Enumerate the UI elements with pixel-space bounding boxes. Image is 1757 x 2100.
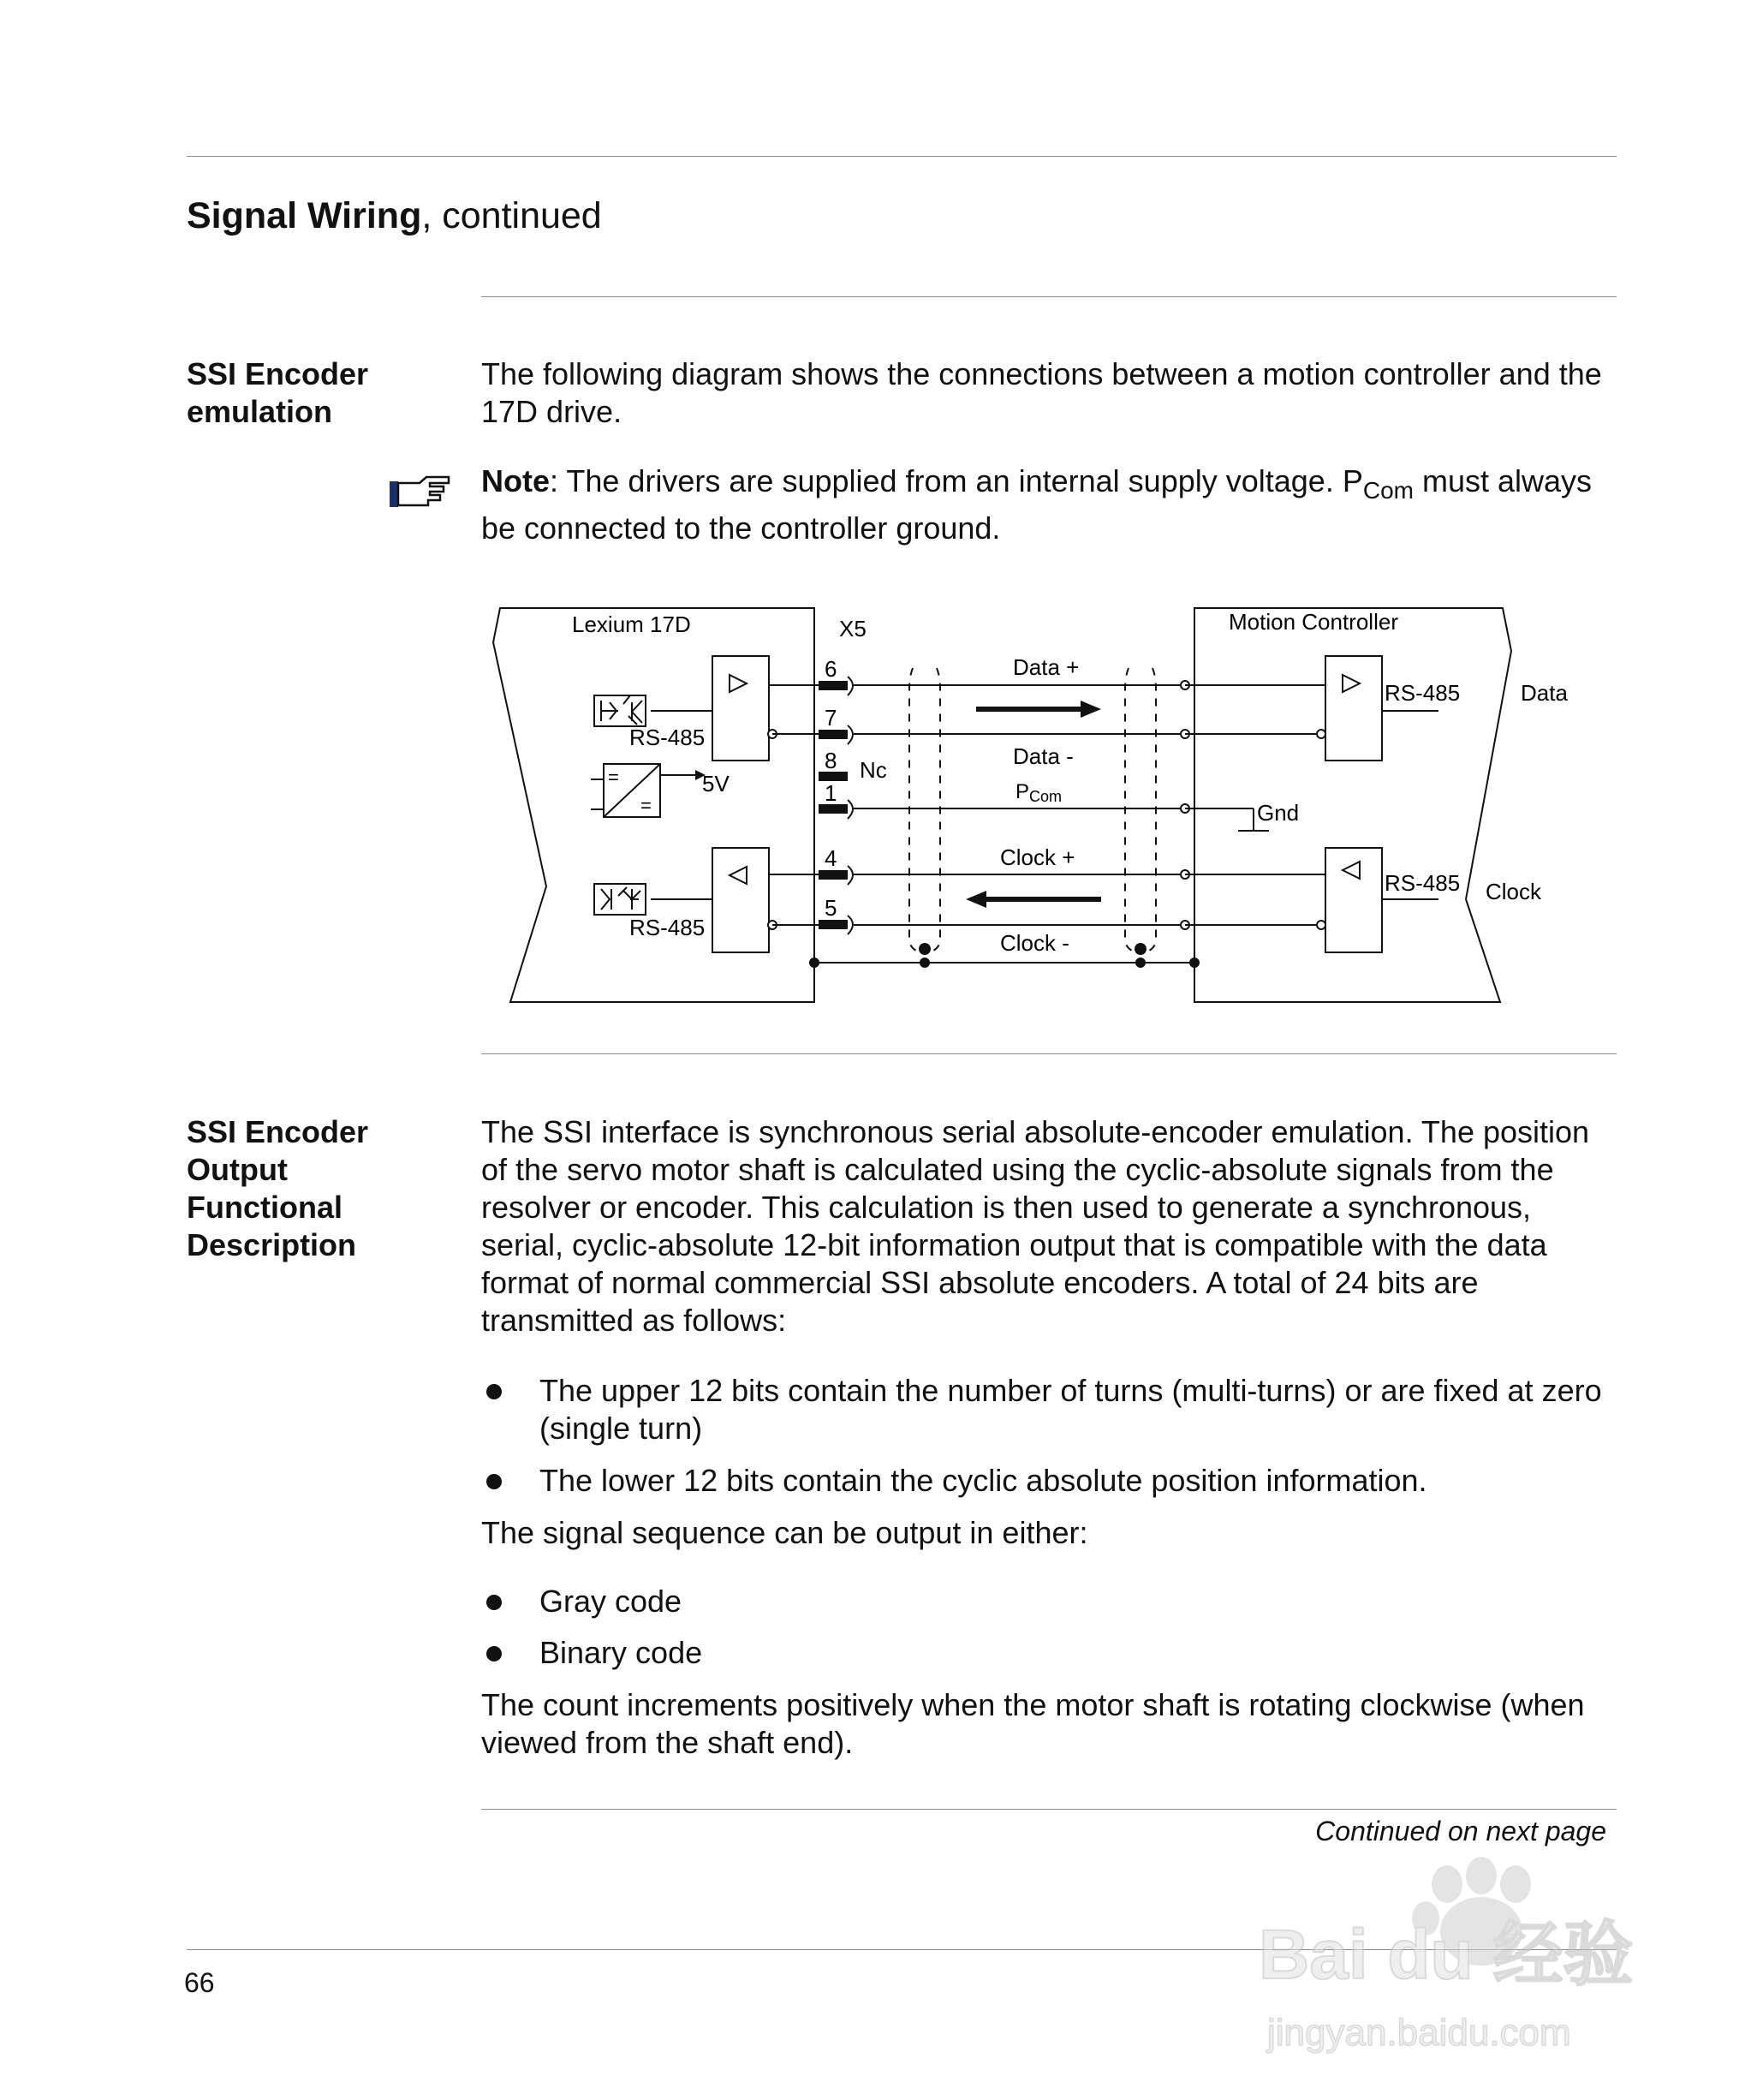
clock-side-label: Clock (1486, 879, 1542, 904)
note-hand-icon (387, 473, 452, 516)
clock-plus-label: Clock + (1000, 844, 1075, 870)
section1-intro: The following diagram shows the connections between a motion controller and the 17D drive. (481, 356, 1602, 429)
receiver-top-right (1325, 656, 1382, 761)
optocoupler-top-icon (594, 695, 646, 726)
note-subscript: Com (1362, 477, 1414, 504)
svg-text:5V: 5V (702, 771, 730, 796)
bottom-rule (481, 1809, 1617, 1810)
clock-minus-label: Clock - (1000, 930, 1069, 956)
page-title: Signal Wiring, continued (187, 195, 602, 236)
sequence-intro: The signal sequence can be output in either: (481, 1515, 1088, 1550)
pin-8: 8 (825, 748, 837, 773)
section1-heading: SSI Encoder emulation (187, 356, 369, 429)
svg-text:Bai du 经验: Bai du 经验 (1259, 1916, 1634, 1994)
lexium-title: Lexium 17D (572, 612, 691, 637)
controller-title: Motion Controller (1229, 609, 1398, 635)
pcom-label: PCom (1015, 780, 1063, 805)
note-label: Note (481, 463, 550, 498)
svg-text:RS-485: RS-485 (1385, 680, 1461, 706)
svg-text:RS-485: RS-485 (1385, 870, 1461, 896)
dc-converter-icon (591, 764, 706, 817)
data-direction-arrow-icon (976, 701, 1101, 718)
section2-heading: SSI Encoder Output Functional Description (187, 1114, 369, 1262)
svg-text:jingyan.baidu.com: jingyan.baidu.com (1267, 2012, 1571, 2054)
driver-top-left (712, 656, 769, 761)
connector-label: X5 (839, 616, 867, 641)
list-item: The lower 12 bits contain the cyclic absolute position information. (481, 1462, 1620, 1500)
pin-6: 6 (825, 656, 837, 682)
continued-note: Continued on next page (1315, 1816, 1606, 1846)
baidu-watermark (1250, 1850, 1678, 2073)
data-minus-label: Data - (1013, 743, 1074, 769)
top-rule (187, 156, 1617, 157)
svg-text:RS-485: RS-485 (629, 725, 706, 750)
lexium-box (493, 608, 814, 1002)
optocoupler-bottom-icon (594, 884, 646, 915)
section2-paragraph: The SSI interface is synchronous serial absolute-encoder emulation. The position of the servo motor shaft is calculated using the cyclic-absolute signals from the resolver or encoder. This calculation is then used to generate a synchronous, serial, cyclic-absolute 12-bit information output that is compatible with the data format of normal commercial SSI absolute encoders. A total of 24 bits are transmitted as follows: (481, 1114, 1590, 1338)
svg-text:RS-485: RS-485 (629, 915, 706, 940)
section2-rule (481, 1053, 1617, 1054)
receiver-bottom-right (1325, 848, 1382, 952)
controller-box (1194, 608, 1511, 1002)
driver-bottom-left (712, 848, 769, 952)
pin-5: 5 (825, 895, 837, 921)
svg-text:=: = (608, 767, 619, 788)
nc-label: Nc (860, 757, 887, 783)
list-item: Binary code (481, 1634, 1620, 1672)
list-item: The upper 12 bits contain the number of turns (multi-turns) or are fixed at zero (single turn) (481, 1372, 1620, 1447)
page-number: 66 (184, 1967, 215, 1998)
data-side-label: Data (1521, 680, 1568, 706)
data-plus-label: Data + (1013, 654, 1080, 680)
list-item: Gray code (481, 1583, 1620, 1620)
section1-rule (481, 296, 1617, 297)
pin-1: 1 (825, 780, 837, 806)
gnd-label: Gnd (1257, 800, 1300, 826)
clock-direction-arrow-icon (966, 891, 1101, 908)
pin-7: 7 (825, 705, 837, 731)
svg-text:=: = (640, 795, 652, 816)
closing-paragraph: The count increments positively when the motor shaft is rotating clockwise (when viewed from the shaft end). (481, 1687, 1585, 1760)
pin-4: 4 (825, 845, 837, 871)
note-paragraph: Note: The drivers are supplied from an internal supply voltage. $P_{Com}$ must always be connected to the controller ground. (481, 463, 1593, 546)
wiring-diagram (479, 600, 1568, 1011)
